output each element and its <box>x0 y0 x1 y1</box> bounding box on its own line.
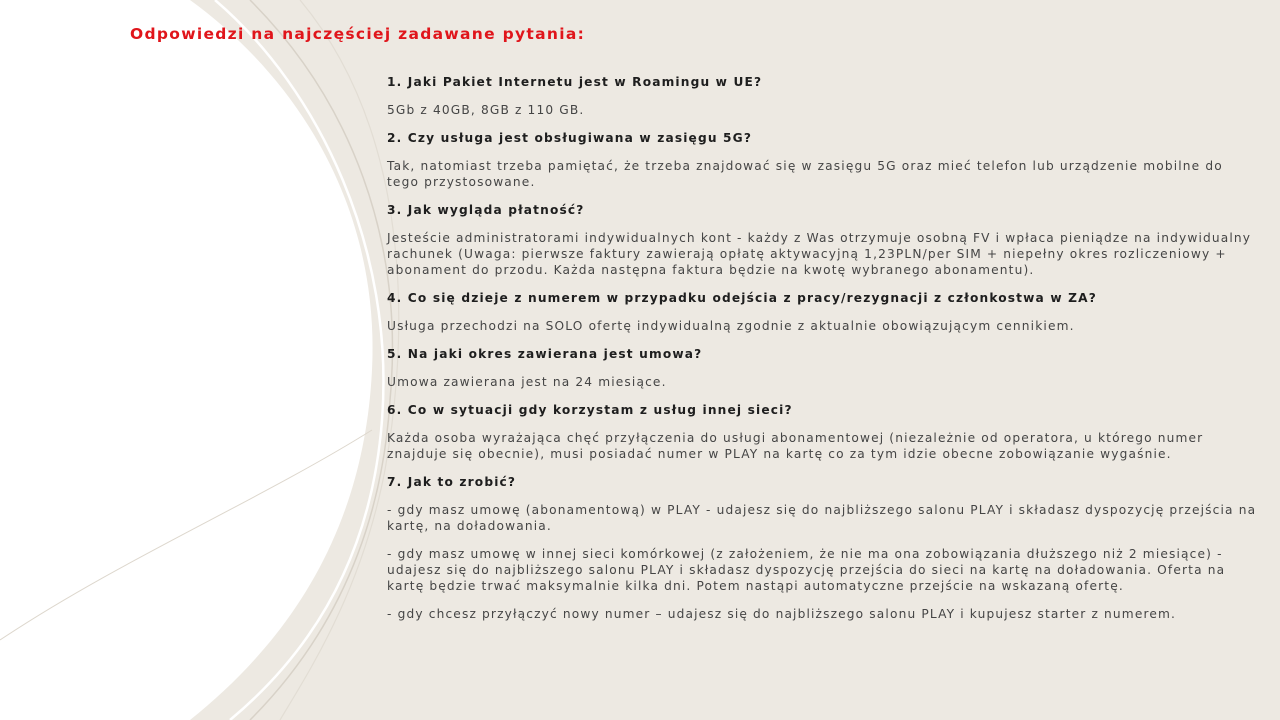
faq-item <box>387 202 1257 278</box>
faq-item <box>387 290 1257 334</box>
faq-answer: Każda osoba wyrażająca chęć przyłączenia do usługi abonamentowej (niezależnie od operatora, u którego numer znajduje się obecnie), musi posiadać numer w PLAY na kartę co za tym idzie obecne zobowiązanie wygaśnie. <box>387 431 1204 461</box>
faq-answer: Tak, natomiast trzeba pamiętać, że trzeba znajdować się w zasięgu 5G oraz mieć telefon lub urządzenie mobilne do tego przystosowane. <box>387 159 1223 189</box>
faq-answer: - gdy masz umowę w innej sieci komórkowej (z założeniem, że nie ma ona zobowiązania dłuższego niż 2 miesiące) - udajesz się do najbliższego salonu PLAY i składasz dyspozycję przejścia do sieci na kartę na doładowania. Oferta na kartę będzie trwać maksymalnie kilka dni. Potem nastąpi automatyczne przejście na wskazaną ofertę. <box>387 547 1226 593</box>
faq-item <box>387 474 1257 622</box>
faq-answer: Jesteście administratorami indywidualnych kont - każdy z Was otrzymuje osobną FV i wpłaca pieniądze na indywidualny rachunek (Uwaga: pierwsze faktury zawierają opłatę aktywacyjną 1,23PLN/per SIM + niepełny okres rozliczeniowy + abonament do przodu. Każda następna faktura będzie na kwotę wybranego abonamentu). <box>387 231 1252 277</box>
faq-item <box>387 130 1257 190</box>
faq-question: 4. Co się dzieje z numerem w przypadku odejścia z pracy/rezygnacji z członkostwa w ZA? <box>387 291 1097 305</box>
faq-list <box>387 74 1257 634</box>
faq-answer: - gdy masz umowę (abonamentową) w PLAY - udajesz się do najbliższego salonu PLAY i składasz dyspozycję przejścia na kartę, na doładowania. <box>387 503 1257 533</box>
faq-question: 3. Jak wygląda płatność? <box>387 203 585 217</box>
faq-question: 2. Czy usługa jest obsługiwana w zasięgu 5G? <box>387 131 753 145</box>
faq-answer: - gdy chcesz przyłączyć nowy numer – udajesz się do najbliższego salonu PLAY i kupujesz starter z numerem. <box>387 607 1177 621</box>
faq-question: 5. Na jaki okres zawierana jest umowa? <box>387 347 703 361</box>
faq-item <box>387 346 1257 390</box>
page-title: Odpowiedzi na najczęściej zadawane pytania: <box>130 25 586 43</box>
faq-question: 1. Jaki Pakiet Internetu jest w Roamingu w UE? <box>387 75 763 89</box>
faq-question: 7. Jak to zrobić? <box>387 475 517 489</box>
faq-answer: Usługa przechodzi na SOLO ofertę indywidualną zgodnie z aktualnie obowiązującym cennikiem. <box>387 319 1075 333</box>
faq-item <box>387 74 1257 118</box>
faq-answer: Umowa zawierana jest na 24 miesiące. <box>387 375 667 389</box>
white-swoosh-panel <box>0 0 373 720</box>
faq-answer: 5Gb z 40GB, 8GB z 110 GB. <box>387 103 585 117</box>
faq-question: 6. Co w sytuacji gdy korzystam z usług innej sieci? <box>387 403 793 417</box>
faq-item <box>387 402 1257 462</box>
